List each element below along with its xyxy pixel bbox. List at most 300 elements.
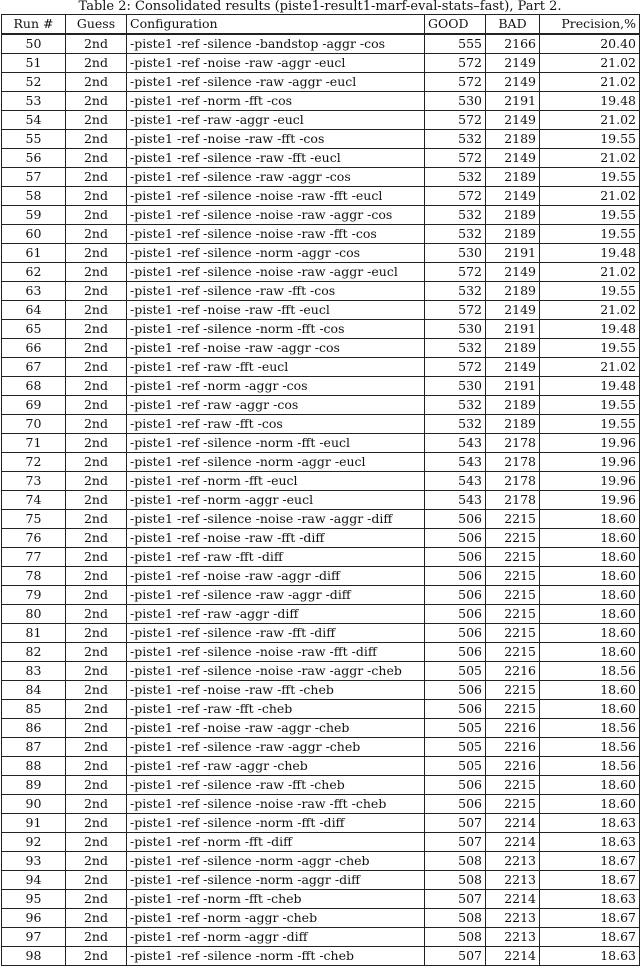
guess-cell: 2nd — [66, 776, 127, 795]
good-cell: 506 — [425, 529, 486, 548]
precision-cell: 19.55 — [540, 225, 640, 244]
table-row — [2, 187, 640, 206]
bad-cell: 2149 — [486, 149, 540, 168]
good-cell: 506 — [425, 643, 486, 662]
run-cell: 90 — [2, 795, 66, 814]
col-header-good: GOOD — [425, 15, 486, 35]
table-row — [2, 871, 640, 890]
col-header-configuration: Configuration — [127, 15, 425, 35]
run-cell: 65 — [2, 320, 66, 339]
precision-cell: 19.55 — [540, 282, 640, 301]
good-cell: 543 — [425, 472, 486, 491]
run-cell: 73 — [2, 472, 66, 491]
good-cell: 532 — [425, 396, 486, 415]
good-cell: 572 — [425, 301, 486, 320]
precision-cell: 19.48 — [540, 244, 640, 263]
bad-cell: 2178 — [486, 434, 540, 453]
table-row — [2, 890, 640, 909]
precision-cell: 18.56 — [540, 757, 640, 776]
configuration-cell: -piste1 -ref -raw -aggr -cos — [127, 396, 425, 415]
configuration-cell: -piste1 -ref -norm -fft -eucl — [127, 472, 425, 491]
guess-cell: 2nd — [66, 529, 127, 548]
precision-cell: 18.63 — [540, 833, 640, 852]
guess-cell: 2nd — [66, 225, 127, 244]
configuration-cell: -piste1 -ref -noise -raw -aggr -cos — [127, 339, 425, 358]
table-row — [2, 168, 640, 187]
configuration-cell: -piste1 -ref -noise -raw -aggr -diff — [127, 567, 425, 586]
bad-cell: 2189 — [486, 415, 540, 434]
header-row — [2, 15, 640, 35]
guess-cell: 2nd — [66, 263, 127, 282]
run-cell: 93 — [2, 852, 66, 871]
table-row — [2, 396, 640, 415]
table-row — [2, 909, 640, 928]
configuration-cell: -piste1 -ref -noise -raw -fft -eucl — [127, 301, 425, 320]
precision-cell: 21.02 — [540, 73, 640, 92]
guess-cell: 2nd — [66, 130, 127, 149]
bad-cell: 2214 — [486, 947, 540, 966]
good-cell: 532 — [425, 130, 486, 149]
precision-cell: 18.60 — [540, 643, 640, 662]
table-row — [2, 453, 640, 472]
table-row — [2, 263, 640, 282]
configuration-cell: -piste1 -ref -raw -aggr -cheb — [127, 757, 425, 776]
bad-cell: 2215 — [486, 586, 540, 605]
run-cell: 67 — [2, 358, 66, 377]
precision-cell: 19.96 — [540, 472, 640, 491]
guess-cell: 2nd — [66, 377, 127, 396]
good-cell: 508 — [425, 871, 486, 890]
precision-cell: 19.55 — [540, 130, 640, 149]
bad-cell: 2215 — [486, 510, 540, 529]
col-header-precision: Precision,% — [540, 15, 640, 35]
table-row — [2, 700, 640, 719]
run-cell: 68 — [2, 377, 66, 396]
good-cell: 508 — [425, 852, 486, 871]
bad-cell: 2189 — [486, 339, 540, 358]
bad-cell: 2189 — [486, 168, 540, 187]
guess-cell: 2nd — [66, 738, 127, 757]
precision-cell: 18.67 — [540, 852, 640, 871]
run-cell: 56 — [2, 149, 66, 168]
guess-cell: 2nd — [66, 681, 127, 700]
bad-cell: 2215 — [486, 624, 540, 643]
bad-cell: 2149 — [486, 358, 540, 377]
configuration-cell: -piste1 -ref -raw -aggr -diff — [127, 605, 425, 624]
run-cell: 84 — [2, 681, 66, 700]
configuration-cell: -piste1 -ref -raw -fft -diff — [127, 548, 425, 567]
good-cell: 507 — [425, 814, 486, 833]
run-cell: 70 — [2, 415, 66, 434]
table-row — [2, 491, 640, 510]
good-cell: 532 — [425, 225, 486, 244]
guess-cell: 2nd — [66, 396, 127, 415]
precision-cell: 18.67 — [540, 871, 640, 890]
good-cell: 572 — [425, 111, 486, 130]
table-row — [2, 586, 640, 605]
guess-cell: 2nd — [66, 947, 127, 966]
bad-cell: 2215 — [486, 776, 540, 795]
bad-cell: 2166 — [486, 34, 540, 54]
precision-cell: 19.96 — [540, 434, 640, 453]
table-row — [2, 852, 640, 871]
run-cell: 61 — [2, 244, 66, 263]
run-cell: 50 — [2, 34, 66, 54]
guess-cell: 2nd — [66, 643, 127, 662]
bad-cell: 2215 — [486, 548, 540, 567]
bad-cell: 2213 — [486, 852, 540, 871]
table-row — [2, 320, 640, 339]
precision-cell: 19.55 — [540, 396, 640, 415]
table-row — [2, 358, 640, 377]
table-row — [2, 130, 640, 149]
good-cell: 506 — [425, 605, 486, 624]
configuration-cell: -piste1 -ref -silence -noise -raw -fft -cheb — [127, 795, 425, 814]
configuration-cell: -piste1 -ref -silence -raw -fft -cos — [127, 282, 425, 301]
good-cell: 506 — [425, 567, 486, 586]
bad-cell: 2215 — [486, 567, 540, 586]
configuration-cell: -piste1 -ref -silence -raw -fft -diff — [127, 624, 425, 643]
guess-cell: 2nd — [66, 149, 127, 168]
table-row — [2, 73, 640, 92]
good-cell: 572 — [425, 149, 486, 168]
bad-cell: 2191 — [486, 92, 540, 111]
guess-cell: 2nd — [66, 852, 127, 871]
precision-cell: 21.02 — [540, 301, 640, 320]
run-cell: 87 — [2, 738, 66, 757]
table-row — [2, 92, 640, 111]
precision-cell: 18.60 — [540, 586, 640, 605]
guess-cell: 2nd — [66, 92, 127, 111]
run-cell: 55 — [2, 130, 66, 149]
run-cell: 59 — [2, 206, 66, 225]
bad-cell: 2149 — [486, 263, 540, 282]
table-row — [2, 624, 640, 643]
bad-cell: 2189 — [486, 396, 540, 415]
run-cell: 82 — [2, 643, 66, 662]
table-row — [2, 415, 640, 434]
good-cell: 572 — [425, 73, 486, 92]
run-cell: 57 — [2, 168, 66, 187]
run-cell: 64 — [2, 301, 66, 320]
precision-cell: 18.60 — [540, 795, 640, 814]
precision-cell: 18.56 — [540, 738, 640, 757]
table-row — [2, 111, 640, 130]
bad-cell: 2216 — [486, 662, 540, 681]
run-cell: 66 — [2, 339, 66, 358]
run-cell: 91 — [2, 814, 66, 833]
precision-cell: 20.40 — [540, 34, 640, 54]
bad-cell: 2189 — [486, 225, 540, 244]
guess-cell: 2nd — [66, 814, 127, 833]
good-cell: 506 — [425, 795, 486, 814]
precision-cell: 18.56 — [540, 662, 640, 681]
configuration-cell: -piste1 -ref -silence -noise -raw -fft -diff — [127, 643, 425, 662]
configuration-cell: -piste1 -ref -norm -fft -diff — [127, 833, 425, 852]
table-row — [2, 662, 640, 681]
precision-cell: 19.48 — [540, 320, 640, 339]
configuration-cell: -piste1 -ref -silence -norm -fft -eucl — [127, 434, 425, 453]
run-cell: 83 — [2, 662, 66, 681]
precision-cell: 19.48 — [540, 377, 640, 396]
good-cell: 530 — [425, 320, 486, 339]
configuration-cell: -piste1 -ref -silence -noise -raw -aggr -cos — [127, 206, 425, 225]
run-cell: 74 — [2, 491, 66, 510]
guess-cell: 2nd — [66, 434, 127, 453]
guess-cell: 2nd — [66, 928, 127, 947]
good-cell: 506 — [425, 624, 486, 643]
bad-cell: 2213 — [486, 928, 540, 947]
run-cell: 94 — [2, 871, 66, 890]
bad-cell: 2215 — [486, 529, 540, 548]
good-cell: 572 — [425, 187, 486, 206]
bad-cell: 2149 — [486, 54, 540, 73]
guess-cell: 2nd — [66, 757, 127, 776]
guess-cell: 2nd — [66, 719, 127, 738]
bad-cell: 2216 — [486, 738, 540, 757]
table-row — [2, 54, 640, 73]
run-cell: 75 — [2, 510, 66, 529]
configuration-cell: -piste1 -ref -raw -fft -cos — [127, 415, 425, 434]
good-cell: 506 — [425, 510, 486, 529]
table-row — [2, 377, 640, 396]
configuration-cell: -piste1 -ref -norm -fft -cos — [127, 92, 425, 111]
precision-cell: 18.63 — [540, 890, 640, 909]
good-cell: 532 — [425, 168, 486, 187]
run-cell: 71 — [2, 434, 66, 453]
guess-cell: 2nd — [66, 624, 127, 643]
table-row — [2, 548, 640, 567]
guess-cell: 2nd — [66, 358, 127, 377]
good-cell: 506 — [425, 586, 486, 605]
good-cell: 530 — [425, 244, 486, 263]
run-cell: 69 — [2, 396, 66, 415]
table-row — [2, 776, 640, 795]
table-row — [2, 510, 640, 529]
table-row — [2, 282, 640, 301]
run-cell: 89 — [2, 776, 66, 795]
configuration-cell: -piste1 -ref -norm -aggr -diff — [127, 928, 425, 947]
table-row — [2, 529, 640, 548]
precision-cell: 18.60 — [540, 605, 640, 624]
precision-cell: 19.48 — [540, 92, 640, 111]
configuration-cell: -piste1 -ref -silence -raw -aggr -cheb — [127, 738, 425, 757]
run-cell: 53 — [2, 92, 66, 111]
table-row — [2, 795, 640, 814]
configuration-cell: -piste1 -ref -raw -fft -eucl — [127, 358, 425, 377]
guess-cell: 2nd — [66, 206, 127, 225]
col-header-guess: Guess — [66, 15, 127, 35]
table-row — [2, 206, 640, 225]
configuration-cell: -piste1 -ref -norm -aggr -eucl — [127, 491, 425, 510]
table-row — [2, 814, 640, 833]
table-row — [2, 301, 640, 320]
run-cell: 78 — [2, 567, 66, 586]
guess-cell: 2nd — [66, 795, 127, 814]
good-cell: 507 — [425, 833, 486, 852]
run-cell: 92 — [2, 833, 66, 852]
guess-cell: 2nd — [66, 700, 127, 719]
run-cell: 95 — [2, 890, 66, 909]
precision-cell: 19.96 — [540, 453, 640, 472]
configuration-cell: -piste1 -ref -silence -raw -aggr -eucl — [127, 73, 425, 92]
configuration-cell: -piste1 -ref -silence -raw -fft -eucl — [127, 149, 425, 168]
good-cell: 532 — [425, 282, 486, 301]
run-cell: 98 — [2, 947, 66, 966]
table-row — [2, 225, 640, 244]
good-cell: 543 — [425, 491, 486, 510]
guess-cell: 2nd — [66, 909, 127, 928]
good-cell: 505 — [425, 662, 486, 681]
precision-cell: 18.60 — [540, 529, 640, 548]
guess-cell: 2nd — [66, 73, 127, 92]
table-row — [2, 567, 640, 586]
table-row — [2, 719, 640, 738]
bad-cell: 2149 — [486, 73, 540, 92]
table-body — [2, 34, 640, 966]
configuration-cell: -piste1 -ref -raw -aggr -eucl — [127, 111, 425, 130]
col-header-run: Run # — [2, 15, 66, 35]
guess-cell: 2nd — [66, 548, 127, 567]
guess-cell: 2nd — [66, 472, 127, 491]
good-cell: 506 — [425, 776, 486, 795]
table-caption: Table 2: Consolidated results (piste1-result1-marf-eval-stats–fast), Part 2. — [78, 0, 562, 14]
good-cell: 532 — [425, 206, 486, 225]
precision-cell: 21.02 — [540, 187, 640, 206]
guess-cell: 2nd — [66, 586, 127, 605]
bad-cell: 2213 — [486, 909, 540, 928]
run-cell: 81 — [2, 624, 66, 643]
guess-cell: 2nd — [66, 890, 127, 909]
run-cell: 79 — [2, 586, 66, 605]
configuration-cell: -piste1 -ref -noise -raw -fft -diff — [127, 529, 425, 548]
table-header — [2, 15, 640, 35]
table-row — [2, 149, 640, 168]
table-row — [2, 833, 640, 852]
configuration-cell: -piste1 -ref -norm -aggr -cheb — [127, 909, 425, 928]
run-cell: 97 — [2, 928, 66, 947]
bad-cell: 2216 — [486, 757, 540, 776]
good-cell: 508 — [425, 909, 486, 928]
run-cell: 60 — [2, 225, 66, 244]
precision-cell: 18.60 — [540, 510, 640, 529]
configuration-cell: -piste1 -ref -silence -norm -aggr -cheb — [127, 852, 425, 871]
guess-cell: 2nd — [66, 301, 127, 320]
guess-cell: 2nd — [66, 54, 127, 73]
good-cell: 572 — [425, 358, 486, 377]
bad-cell: 2191 — [486, 244, 540, 263]
table-row — [2, 757, 640, 776]
good-cell: 532 — [425, 415, 486, 434]
precision-cell: 18.60 — [540, 776, 640, 795]
good-cell: 555 — [425, 34, 486, 54]
guess-cell: 2nd — [66, 415, 127, 434]
configuration-cell: -piste1 -ref -silence -raw -aggr -diff — [127, 586, 425, 605]
precision-cell: 18.67 — [540, 909, 640, 928]
run-cell: 54 — [2, 111, 66, 130]
precision-cell: 18.60 — [540, 681, 640, 700]
precision-cell: 21.02 — [540, 54, 640, 73]
bad-cell: 2178 — [486, 453, 540, 472]
precision-cell: 18.56 — [540, 719, 640, 738]
guess-cell: 2nd — [66, 833, 127, 852]
configuration-cell: -piste1 -ref -silence -norm -aggr -cos — [127, 244, 425, 263]
table-row — [2, 472, 640, 491]
configuration-cell: -piste1 -ref -silence -noise -raw -fft -eucl — [127, 187, 425, 206]
good-cell: 572 — [425, 54, 486, 73]
precision-cell: 18.60 — [540, 624, 640, 643]
bad-cell: 2189 — [486, 130, 540, 149]
good-cell: 506 — [425, 681, 486, 700]
good-cell: 572 — [425, 263, 486, 282]
configuration-cell: -piste1 -ref -silence -norm -fft -diff — [127, 814, 425, 833]
precision-cell: 19.55 — [540, 339, 640, 358]
bad-cell: 2149 — [486, 187, 540, 206]
configuration-cell: -piste1 -ref -silence -norm -aggr -diff — [127, 871, 425, 890]
precision-cell: 21.02 — [540, 263, 640, 282]
bad-cell: 2216 — [486, 719, 540, 738]
good-cell: 530 — [425, 377, 486, 396]
run-cell: 63 — [2, 282, 66, 301]
configuration-cell: -piste1 -ref -silence -norm -fft -cheb — [127, 947, 425, 966]
run-cell: 80 — [2, 605, 66, 624]
configuration-cell: -piste1 -ref -silence -raw -fft -cheb — [127, 776, 425, 795]
bad-cell: 2189 — [486, 282, 540, 301]
guess-cell: 2nd — [66, 320, 127, 339]
bad-cell: 2178 — [486, 472, 540, 491]
guess-cell: 2nd — [66, 510, 127, 529]
precision-cell: 19.55 — [540, 206, 640, 225]
table-row — [2, 947, 640, 966]
run-cell: 86 — [2, 719, 66, 738]
table-row — [2, 681, 640, 700]
table-row — [2, 339, 640, 358]
precision-cell: 18.60 — [540, 548, 640, 567]
configuration-cell: -piste1 -ref -silence -norm -aggr -eucl — [127, 453, 425, 472]
good-cell: 505 — [425, 738, 486, 757]
precision-cell: 18.60 — [540, 567, 640, 586]
bad-cell: 2215 — [486, 795, 540, 814]
good-cell: 507 — [425, 890, 486, 909]
bad-cell: 2215 — [486, 700, 540, 719]
run-cell: 88 — [2, 757, 66, 776]
bad-cell: 2191 — [486, 320, 540, 339]
guess-cell: 2nd — [66, 339, 127, 358]
guess-cell: 2nd — [66, 453, 127, 472]
configuration-cell: -piste1 -ref -noise -raw -aggr -eucl — [127, 54, 425, 73]
precision-cell: 21.02 — [540, 149, 640, 168]
guess-cell: 2nd — [66, 282, 127, 301]
table-row — [2, 605, 640, 624]
bad-cell: 2213 — [486, 871, 540, 890]
configuration-cell: -piste1 -ref -silence -bandstop -aggr -cos — [127, 34, 425, 54]
table-row — [2, 434, 640, 453]
good-cell: 506 — [425, 700, 486, 719]
bad-cell: 2214 — [486, 890, 540, 909]
configuration-cell: -piste1 -ref -silence -norm -fft -cos — [127, 320, 425, 339]
configuration-cell: -piste1 -ref -raw -fft -cheb — [127, 700, 425, 719]
precision-cell: 18.67 — [540, 928, 640, 947]
precision-cell: 21.02 — [540, 111, 640, 130]
configuration-cell: -piste1 -ref -silence -noise -raw -aggr -diff — [127, 510, 425, 529]
good-cell: 508 — [425, 928, 486, 947]
run-cell: 85 — [2, 700, 66, 719]
bad-cell: 2214 — [486, 814, 540, 833]
good-cell: 505 — [425, 757, 486, 776]
table-row — [2, 643, 640, 662]
table-row — [2, 928, 640, 947]
bad-cell: 2149 — [486, 301, 540, 320]
